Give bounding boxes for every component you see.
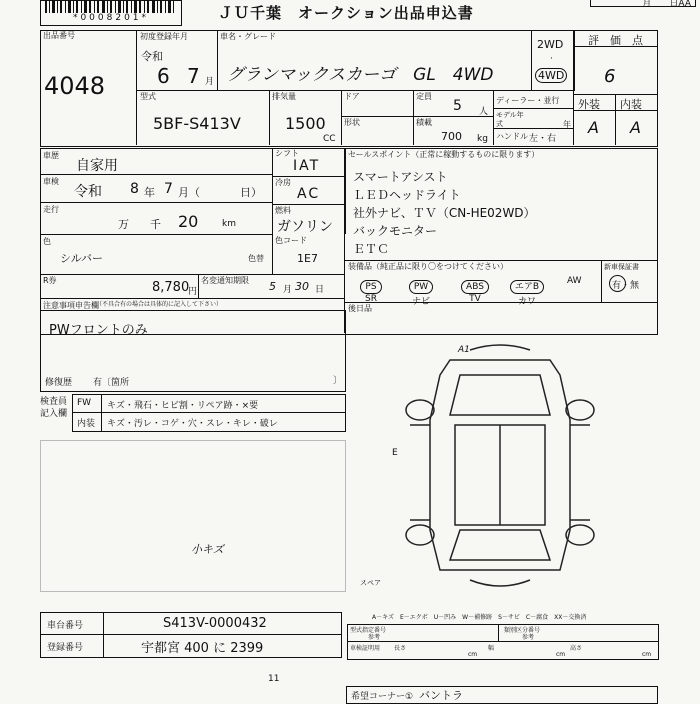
height-label: 高さ (570, 645, 583, 652)
load-unit: kg (477, 134, 488, 144)
rating-value: 6 (604, 66, 616, 87)
color-value: シルバー (60, 252, 103, 265)
drive-2wd: 2WD (537, 38, 564, 51)
blank-area (40, 440, 346, 592)
color-code-value: 1E7 (297, 252, 318, 265)
first-reg-month: 7 (187, 64, 200, 88)
capacity-unit: 人 (479, 107, 489, 117)
history-value: 自家用 (76, 158, 118, 174)
equip-ps: PS SR (353, 274, 389, 304)
shift-value: IAT (293, 158, 321, 174)
length-label: 長さ (394, 645, 407, 652)
new-car-value: 有・無 (612, 281, 640, 291)
tax-notice-box (198, 274, 345, 298)
inspection-month: 7 (164, 181, 173, 197)
inspector-box (40, 394, 344, 430)
color-change-label: 色替 (248, 254, 264, 263)
color-label: 色 (43, 237, 51, 246)
exterior-label: 外装 (578, 98, 600, 111)
drive-4wd-circled: 4WD (535, 68, 567, 83)
doors-box (341, 90, 414, 117)
new-car-label: 新車保証書 (604, 263, 639, 271)
sales-points-box (344, 148, 657, 261)
handle-label: ハンドル (496, 132, 528, 141)
first-reg-era: 令和 (141, 50, 163, 63)
equip-airbag: エアB カワ (507, 274, 547, 307)
inspection-row (40, 174, 272, 203)
repair-label: 修復歴 (45, 378, 73, 388)
inspection-day-unit: 日） (240, 186, 262, 199)
notes-sublabel: （不具合有の場合は具体的に記入して下さい） (96, 301, 223, 308)
tax-notice-day: 30 (295, 280, 309, 293)
serial-number: *0008201* (72, 13, 150, 23)
car-diagram (350, 330, 650, 600)
model-value: 5BF-S413V (153, 114, 241, 133)
sales-point-2: ＬＥＤヘッドライト (353, 188, 461, 202)
doors-label: ドア (344, 92, 360, 101)
inspector-grid (72, 394, 346, 432)
chassis-frame (40, 612, 342, 658)
fuel-label: 燃料 (275, 206, 291, 215)
tax-notice-day-unit: 日 (315, 285, 325, 295)
shape-label: 形状 (344, 118, 360, 127)
spec-boxes (347, 624, 659, 660)
name-grade-label: 車名・グレード (220, 32, 276, 41)
aircon-value: AC (297, 186, 321, 202)
new-car-circle (609, 275, 626, 292)
recycle-unit: 円 (188, 287, 198, 297)
displacement-unit: CC (323, 134, 336, 144)
tax-notice-label: 名変通知期限 (201, 276, 249, 285)
displacement-box (269, 90, 342, 145)
inspection-era: 令和 (74, 184, 102, 200)
tax-notice-month: 5 (269, 280, 276, 293)
model-year-label: モデル年式 (496, 111, 524, 128)
notes-frame (40, 310, 346, 392)
first-reg-month-unit: 月 (205, 77, 215, 87)
recycle-row (40, 274, 344, 299)
history-label: 車歴 (43, 151, 59, 160)
sales-point-1: スマートアシスト (353, 170, 448, 184)
capacity-label: 定員 (416, 92, 432, 101)
spec-column (272, 148, 346, 234)
diagram-note: 小キズ (191, 543, 224, 556)
inspector-row1: キズ・飛石・ヒビ割・リペア跡・×要 (107, 401, 259, 411)
mileage-unit: km (222, 219, 236, 229)
interior-label: 内装 (620, 98, 642, 111)
displacement-label: 排気量 (272, 92, 296, 101)
form-title: ＪＵ千葉 オークション出品申込書 (218, 4, 474, 22)
sales-point-5: ＥＴＣ (353, 242, 390, 256)
history-row (40, 148, 272, 175)
recycle-label: R券 (43, 276, 57, 285)
diagram-mark-e: E (392, 448, 398, 458)
load-label: 積載 (416, 118, 432, 127)
drive-box: 2WD · 4WD (531, 30, 575, 91)
registration-label: 登録番号 (47, 643, 84, 653)
length-unit: cm (468, 651, 478, 658)
recycle-value: 8,780 (152, 280, 190, 295)
color-code-box (272, 234, 345, 274)
equipment-label: 装備品（純正品に限り〇をつけてください） (348, 262, 508, 271)
lot-label: 出品番号 (43, 31, 75, 40)
equipment-box (344, 260, 657, 307)
inspection-label: 車検 (43, 177, 59, 186)
shift-label: シフト (275, 149, 299, 158)
dealer-label: ディーラー・並行 (496, 96, 560, 105)
shape-box (341, 116, 414, 145)
width-label: 幅 (488, 645, 495, 652)
load-box (413, 116, 494, 145)
tax-notice-month-unit: 月 (283, 285, 293, 295)
mileage-man: 万 (118, 218, 129, 231)
first-reg-box (137, 30, 218, 91)
class-ref: 参考 (522, 634, 535, 641)
mileage-value: 20 (178, 212, 199, 231)
corner-box (346, 686, 658, 704)
corner-label: 希望コーナー① (351, 692, 414, 702)
notes-text: PWフロントのみ (49, 323, 148, 338)
inspection-month-unit: 月（ (178, 186, 200, 199)
size-label: 車検証明用 (350, 645, 381, 652)
chassis-label: 車台番号 (47, 621, 84, 631)
equip-aw: AW (567, 276, 582, 286)
equip-pw: PW ナビ (403, 274, 439, 307)
registration-value: 宇都宮 400 に 2399 (141, 641, 264, 656)
rating-box (573, 30, 657, 145)
date-box: 月 日AA (590, 0, 696, 7)
inspector-label: 検査員 記入欄 (40, 397, 68, 419)
diagram-mark-a: A1 (458, 345, 470, 355)
load-value: 700 (441, 130, 462, 143)
width-unit: cm (556, 651, 566, 658)
barcode-serial (40, 0, 182, 26)
notes-label: 注意事項申告欄 (43, 301, 99, 310)
name-grade-box (217, 30, 531, 91)
height-unit: cm (642, 651, 652, 658)
diagram-spare: スペア (360, 579, 381, 587)
displacement-value: 1500 (285, 114, 326, 133)
interior-value: A (630, 118, 641, 137)
inspector-row2: キズ・汚レ・コゲ・穴・スレ・キレ・破レ (107, 419, 278, 429)
handle-value: 左・右 (529, 134, 557, 144)
new-car-box (601, 260, 658, 302)
fuel-value: ガソリン (277, 219, 333, 235)
name-grade-value: グランマックスカーゴ GL 4WD (227, 65, 494, 85)
lot-box (40, 30, 137, 145)
sales-point-4: バックモニター (353, 224, 438, 238)
inspector-fw: FW (77, 398, 92, 408)
rear-box (344, 302, 657, 333)
corner-value: バントラ (419, 689, 463, 702)
type-ref: 参考 (368, 634, 381, 641)
aircon-label: 冷房 (275, 178, 291, 187)
mileage-row (40, 202, 272, 235)
exterior-value: A (588, 118, 599, 137)
color-code-label: 色コード (275, 236, 307, 245)
type-number-label: 型式指定番号 (350, 627, 387, 634)
class-number-label: 類別区分番号 (504, 627, 541, 634)
lot-number: 4048 (44, 72, 106, 100)
capacity-value: 5 (453, 98, 462, 114)
diagram-legend: A－キズ E－エクボ U－凹み W－補修跡 S－サビ C－腐食 XX－交換済 (372, 614, 587, 621)
model-label: 型式 (140, 92, 156, 101)
sales-point-3: 社外ナビ、ＴＶ（CN-HE02WD） (353, 206, 536, 220)
capacity-box (413, 90, 494, 117)
equip-abs: ABS TV (455, 274, 495, 304)
mileage-sen: 千 (150, 218, 161, 231)
first-reg-label: 初度登録年月 (140, 32, 188, 41)
dealer-box (493, 90, 573, 145)
rating-label: 評 価 点 (588, 34, 643, 47)
mileage-label: 走行 (43, 205, 59, 214)
inspection-year: 8 (130, 181, 139, 197)
first-reg-year: 6 (157, 64, 170, 88)
inspector-interior: 内装 (77, 419, 96, 429)
repair-close: 〕 (333, 376, 343, 386)
model-year-unit: 年 (563, 120, 571, 129)
repair-value: 有〔箇所 (93, 378, 130, 388)
sales-points-label: セールスポイント（正常に稼動するものに限ります） (348, 150, 540, 159)
rear-label: 後日品 (348, 304, 372, 313)
model-box (137, 90, 270, 145)
inspection-year-unit: 年 (144, 186, 155, 199)
footer-mark: 11 (268, 674, 280, 684)
chassis-value: S413V-0000432 (163, 616, 267, 631)
color-row (40, 234, 344, 275)
